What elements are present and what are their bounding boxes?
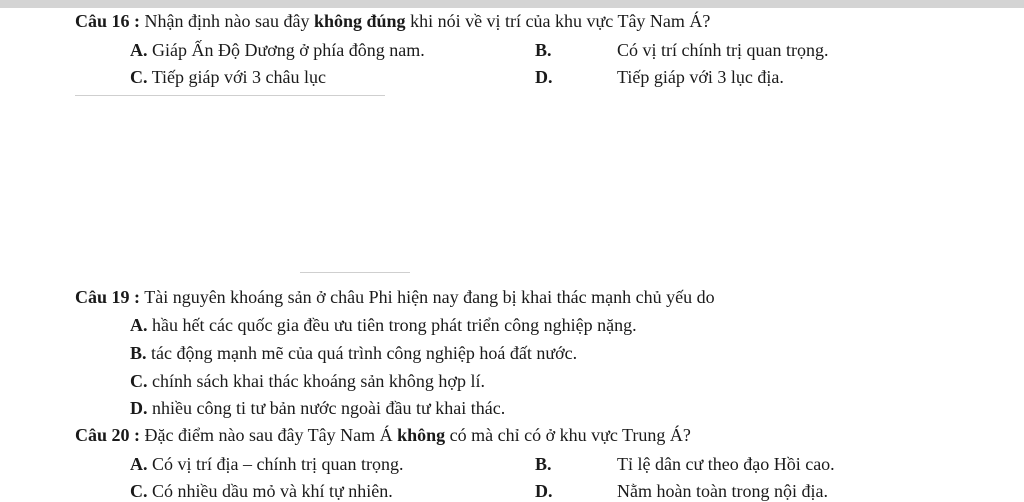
q16-option-d-text: Tiếp giáp với 3 lục địa. xyxy=(617,67,784,87)
q19-option-d-label: D. xyxy=(130,398,148,418)
q20-option-c-text: Có nhiều dầu mỏ và khí tự nhiên. xyxy=(152,481,393,501)
q19-option-b-label: B. xyxy=(130,343,147,363)
q16-stem-text-b: khi nói về vị trí của khu vực Tây Nam Á? xyxy=(410,11,711,31)
q20-option-d-label: D. xyxy=(535,481,553,501)
q16-option-c-label: C. xyxy=(130,67,148,87)
q16-option-b-label: B. xyxy=(535,40,552,60)
q20-label: Câu 20 : xyxy=(75,425,141,445)
q16-stem-text-a: Nhận định nào sau đây xyxy=(144,11,310,31)
q16-stem xyxy=(75,10,710,32)
q16-option-c-text: Tiếp giáp với 3 châu lục xyxy=(151,67,327,87)
q16-stem-bold: không đúng xyxy=(313,11,406,31)
q16-option-a-label: A. xyxy=(130,40,148,60)
cut-line-bottom xyxy=(300,272,410,273)
q20-option-a xyxy=(130,453,403,475)
q16-option-d-label: D. xyxy=(535,67,553,87)
q20-option-b-label: B. xyxy=(535,454,552,474)
q20-stem-bold: không xyxy=(397,425,446,445)
q19-label: Câu 19 : xyxy=(75,287,141,307)
q20-option-b-text: Tỉ lệ dân cư theo đạo Hồi cao. xyxy=(617,454,835,474)
q19-option-a-label: A. xyxy=(130,315,148,335)
q19-option-d-text: nhiều công ti tư bản nước ngoài đầu tư khai thác. xyxy=(152,398,506,418)
q16-option-a-text: Giáp Ấn Độ Dương ở phía đông nam. xyxy=(152,40,425,60)
q20-option-a-text: Có vị trí địa – chính trị quan trọng. xyxy=(152,454,404,474)
q19-stem-text: Tài nguyên khoáng sản ở châu Phi hiện nay đang bị khai thác mạnh chủ yếu do xyxy=(144,287,715,307)
q19-option-b-text: tác động mạnh mẽ của quá trình công nghiệp hoá đất nước. xyxy=(151,343,578,363)
q20-option-a-label: A. xyxy=(130,454,148,474)
q16-label: Câu 16 : xyxy=(75,11,141,31)
q19-option-c-text: chính sách khai thác khoáng sản không hợp lí. xyxy=(152,371,485,391)
top-border xyxy=(0,0,1024,8)
q19-option-a xyxy=(130,314,637,336)
cut-line-top xyxy=(75,95,385,96)
q19-option-d xyxy=(130,397,505,419)
q19-stem xyxy=(75,286,715,308)
q20-option-c xyxy=(130,480,393,502)
q20-stem xyxy=(75,424,691,446)
q20-stem-text-b: có mà chỉ có ở khu vực Trung Á? xyxy=(449,425,691,445)
q20-stem-text-a: Đặc điểm nào sau đây Tây Nam Á xyxy=(144,425,393,445)
q16-option-a xyxy=(130,39,425,61)
q19-option-c-label: C. xyxy=(130,371,148,391)
q19-option-c xyxy=(130,370,485,392)
q19-option-a-text: hầu hết các quốc gia đều ưu tiên trong phát triển công nghiệp nặng. xyxy=(152,315,637,335)
q20-option-c-label: C. xyxy=(130,481,148,501)
q16-option-c xyxy=(130,66,326,88)
q16-option-b-text: Có vị trí chính trị quan trọng. xyxy=(617,40,829,60)
q20-option-d-text: Nằm hoàn toàn trong nội địa. xyxy=(617,481,828,501)
q19-option-b xyxy=(130,342,577,364)
